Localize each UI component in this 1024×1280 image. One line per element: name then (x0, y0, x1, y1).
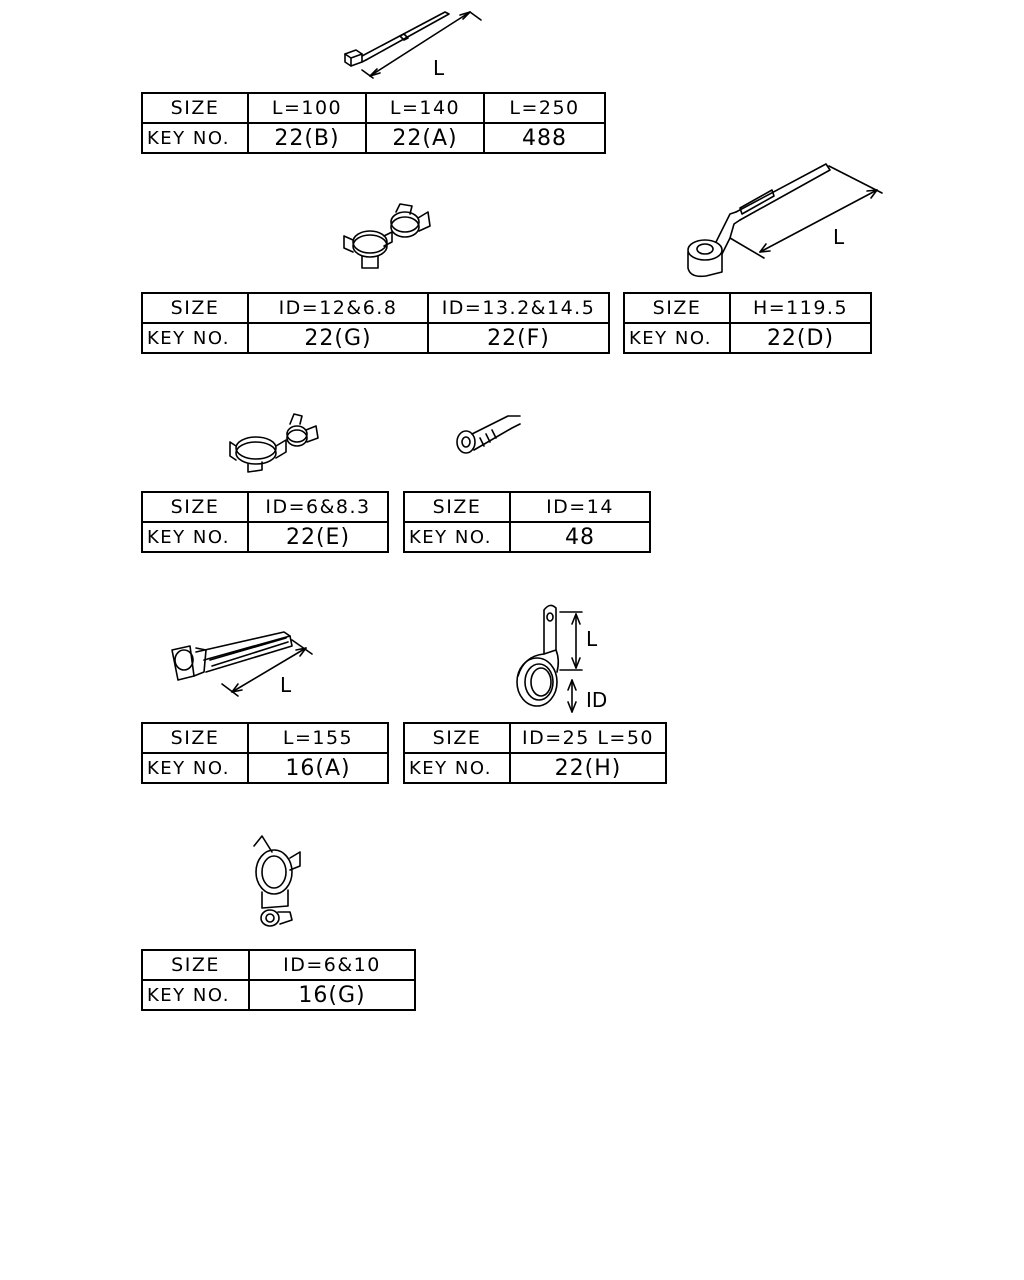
size-value: L=100 (248, 93, 366, 123)
size-value: ID=14 (510, 492, 650, 522)
anchored-tie-drawing (688, 164, 882, 276)
key-no-value: 48 (510, 522, 650, 552)
spec-table-cable-tie (141, 92, 606, 154)
length-dimension-label: L (586, 627, 598, 651)
size-value: ID=6&8.3 (248, 492, 388, 522)
size-value: ID=25 L=50 (510, 723, 666, 753)
size-value: ID=6&10 (249, 950, 415, 980)
inner-diameter-label: ID (586, 688, 608, 712)
key-no-label: KEY NO. (624, 323, 730, 353)
key-no-value: 22(H) (510, 753, 666, 783)
key-no-label: KEY NO. (142, 753, 248, 783)
key-no-label: KEY NO. (142, 323, 248, 353)
key-no-value: 16(A) (248, 753, 388, 783)
key-no-label: KEY NO. (404, 522, 510, 552)
spec-table-ring-clip (141, 949, 416, 1011)
size-label: SIZE (142, 93, 248, 123)
key-no-label: KEY NO. (142, 522, 248, 552)
spec-table-dual-clamp (141, 491, 389, 553)
spec-table-anchored-tie (623, 292, 872, 354)
key-no-value: 22(E) (248, 522, 388, 552)
size-value: ID=12&6.8 (248, 293, 428, 323)
size-label: SIZE (404, 723, 510, 753)
size-value: L=250 (484, 93, 605, 123)
key-no-value: 16(G) (249, 980, 415, 1010)
key-no-label: KEY NO. (142, 980, 249, 1010)
key-no-value: 22(D) (730, 323, 871, 353)
key-no-value: 22(A) (366, 123, 484, 153)
cable-tie-drawing (345, 12, 481, 80)
spec-table-double-clamp (141, 292, 610, 354)
length-dimension-label: L (280, 673, 292, 697)
dual-clamp-drawing (230, 414, 318, 472)
p-clamp-drawing (517, 605, 607, 712)
key-no-value: 22(F) (428, 323, 609, 353)
size-label: SIZE (142, 293, 248, 323)
double-ring-clip-drawing (254, 836, 300, 926)
size-label: SIZE (142, 723, 248, 753)
key-no-value: 22(G) (248, 323, 428, 353)
spec-table-grommet (403, 491, 651, 553)
strap-clip-drawing (172, 632, 312, 697)
size-value: L=155 (248, 723, 388, 753)
double-clamp-drawing (344, 204, 430, 268)
spec-table-p-clamp (403, 722, 667, 784)
size-label: SIZE (404, 492, 510, 522)
spec-table-strap-clip (141, 722, 389, 784)
size-value: L=140 (366, 93, 484, 123)
length-dimension-label: L (833, 225, 845, 249)
key-no-label: KEY NO. (142, 123, 248, 153)
grommet-pin-drawing (457, 416, 520, 453)
size-label: SIZE (624, 293, 730, 323)
size-value: ID=13.2&14.5 (428, 293, 609, 323)
key-no-label: KEY NO. (404, 753, 510, 783)
size-label: SIZE (142, 492, 248, 522)
key-no-value: 488 (484, 123, 605, 153)
key-no-value: 22(B) (248, 123, 366, 153)
size-label: SIZE (142, 950, 249, 980)
length-dimension-label: L (433, 56, 445, 80)
size-value: H=119.5 (730, 293, 871, 323)
